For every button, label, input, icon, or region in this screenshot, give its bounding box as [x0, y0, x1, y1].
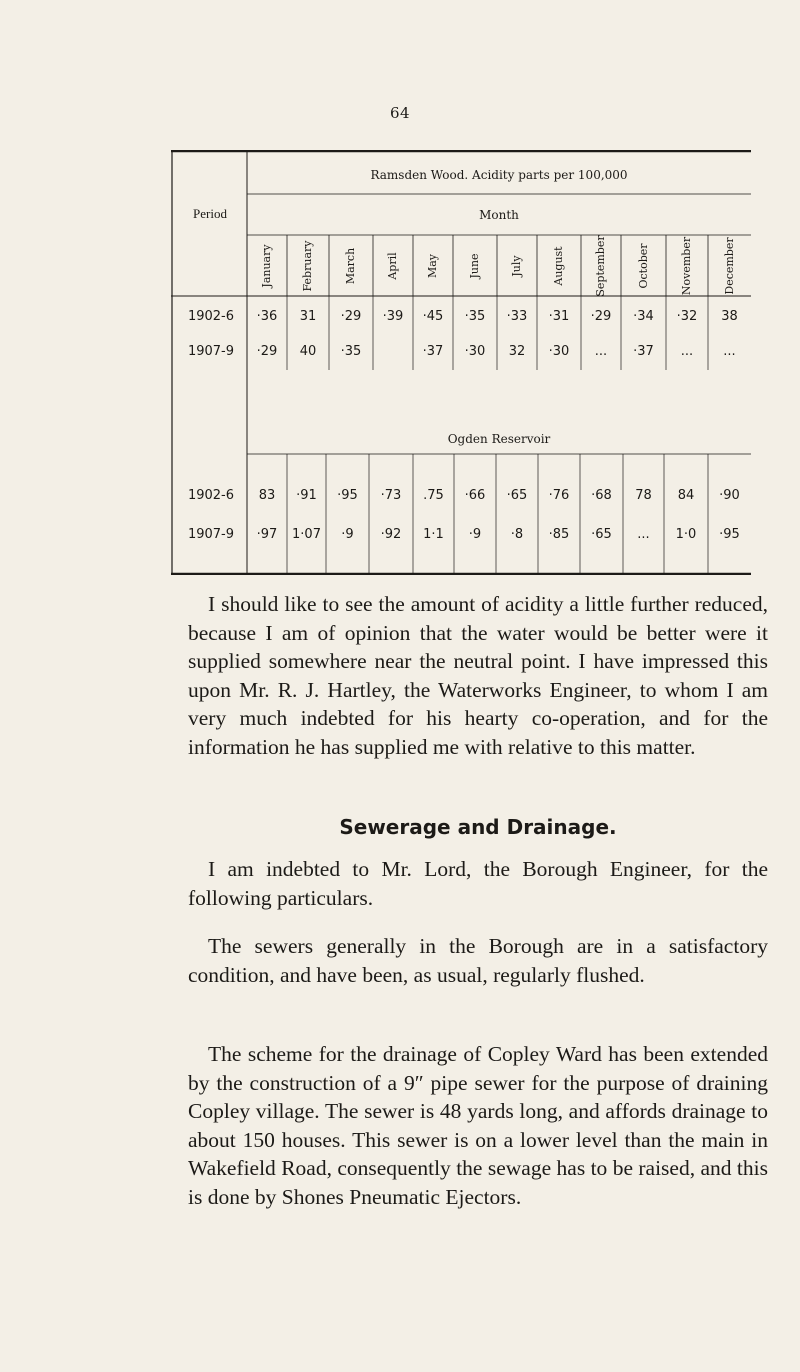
month-header: Month [479, 208, 519, 222]
ramsden-cell: ·45 [422, 309, 444, 324]
ogden-cell: ·65 [506, 488, 528, 503]
paragraph-indebted [188, 855, 768, 912]
ramsden-cell: ... [680, 344, 694, 359]
ramsden-cell: ·39 [382, 309, 404, 324]
ramsden-cell: ·30 [548, 344, 570, 359]
ogden-cell: 78 [635, 488, 652, 503]
ogden-cell: ·90 [719, 488, 740, 503]
ramsden-cell: ·36 [256, 309, 278, 324]
ramsden-cell: ·35 [340, 344, 362, 359]
page-number: 64 [389, 104, 411, 122]
month-november: November [680, 236, 693, 296]
paragraph-2-text: I am indebted to Mr. Lord, the Borough Engineer, for the following particulars. [188, 857, 768, 910]
ramsden-cell: ·37 [422, 344, 444, 359]
paragraph-acidity [188, 590, 768, 761]
ogden-cell: ·76 [548, 488, 570, 503]
ramsden-cell: 32 [508, 344, 526, 359]
ramsden-cell: ·32 [676, 309, 698, 324]
ramsden-cell: ·29 [590, 309, 612, 324]
month-september: September [594, 235, 607, 297]
ogden-cell: 1·07 [292, 527, 321, 542]
section-heading: Sewerage and Drainage. [339, 815, 617, 839]
ogden-cell: 84 [677, 488, 695, 503]
ogden-cell: ·85 [548, 527, 570, 542]
ogden-cell: ... [637, 527, 650, 542]
ogden-cell: 1·1 [423, 527, 444, 542]
ogden-period-1: 1907-9 [187, 527, 235, 542]
ramsden-cell: ·37 [633, 344, 654, 359]
ogden-cell: .75 [423, 488, 444, 503]
month-october: October [636, 243, 650, 289]
ogden-cell: 83 [258, 488, 276, 503]
month-january: January [260, 244, 273, 288]
paragraph-4-text: The scheme for the drainage of Copley Ward has been extended by the construction of a 9″ pipe sewer for the purpose of draining Copley village. The sewer is 48 yards long, and affords drainage to about 150 houses. This sewer is on a lower level than the main in Wakefield Road, consequently the sewage has to be raised, and this is done by Shones Pneumatic Ejectors. [188, 1042, 768, 1209]
month-december: December [722, 237, 736, 295]
ogden-cell: ·68 [591, 488, 612, 503]
ramsden-cell: ·29 [256, 344, 278, 359]
ramsden-period-1: 1907-9 [187, 344, 235, 359]
ramsden-cell: ... [594, 344, 608, 359]
ramsden-period-0: 1902-6 [187, 309, 235, 324]
ogden-cell: ·92 [380, 527, 402, 542]
month-may: May [426, 253, 439, 279]
ogden-cell: ·66 [464, 488, 486, 503]
acidity-table [171, 150, 751, 575]
ogden-cell: ·97 [256, 527, 278, 542]
month-june: June [468, 253, 481, 279]
month-july: July [510, 255, 523, 277]
paragraph-3-text: The sewers generally in the Borough are in a satisfactory condition, and have been, as usual, regularly flushed. [188, 934, 768, 987]
ramsden-cell: ·33 [506, 309, 528, 324]
ogden-cell: ·65 [591, 527, 612, 542]
ramsden-cell: ·30 [464, 344, 486, 359]
ramsden-cell: 38 [721, 309, 738, 324]
ogden-cell: ·95 [719, 527, 740, 542]
ogden-cell: ·9 [468, 527, 482, 542]
month-april: April [386, 252, 399, 280]
ramsden-cell: ·29 [340, 309, 362, 324]
paragraph-copley [188, 1040, 768, 1211]
month-march: March [344, 247, 357, 285]
ogden-cell: ·9 [341, 527, 354, 542]
ramsden-cell: 40 [299, 344, 317, 359]
ramsden-cell: ·34 [633, 309, 654, 324]
month-august: August [552, 246, 565, 286]
ogden-caption: Ogden Reservoir [447, 432, 551, 446]
ogden-period-0: 1902-6 [187, 488, 235, 503]
ogden-cell: ·91 [296, 488, 317, 503]
period-header: Period [193, 206, 227, 221]
paragraph-1-text: I should like to see the amount of acidity a little further reduced, because I am of opinion that the water would be better were it supplied somewhere near the neutral point. I have impressed this upon Mr. R. J. Hartley, the Waterworks Engineer, to whom I am very much indebted for his hearty co-operation, and for the information he has supplied me with relative to this matter. [188, 592, 768, 759]
ogden-cell: ·8 [510, 527, 524, 542]
ramsden-cell: ·31 [548, 309, 570, 324]
month-february: February [301, 240, 314, 292]
ogden-cell: 1·0 [675, 527, 697, 542]
ogden-cell: ·73 [380, 488, 402, 503]
ramsden-caption: Ramsden Wood. Acidity parts per 100,000 [370, 168, 628, 182]
paragraph-sewers [188, 932, 768, 989]
ogden-cell: ·95 [337, 488, 358, 503]
ramsden-cell: ... [723, 344, 736, 359]
ramsden-cell: ·35 [464, 309, 486, 324]
ramsden-cell: 31 [299, 309, 317, 324]
